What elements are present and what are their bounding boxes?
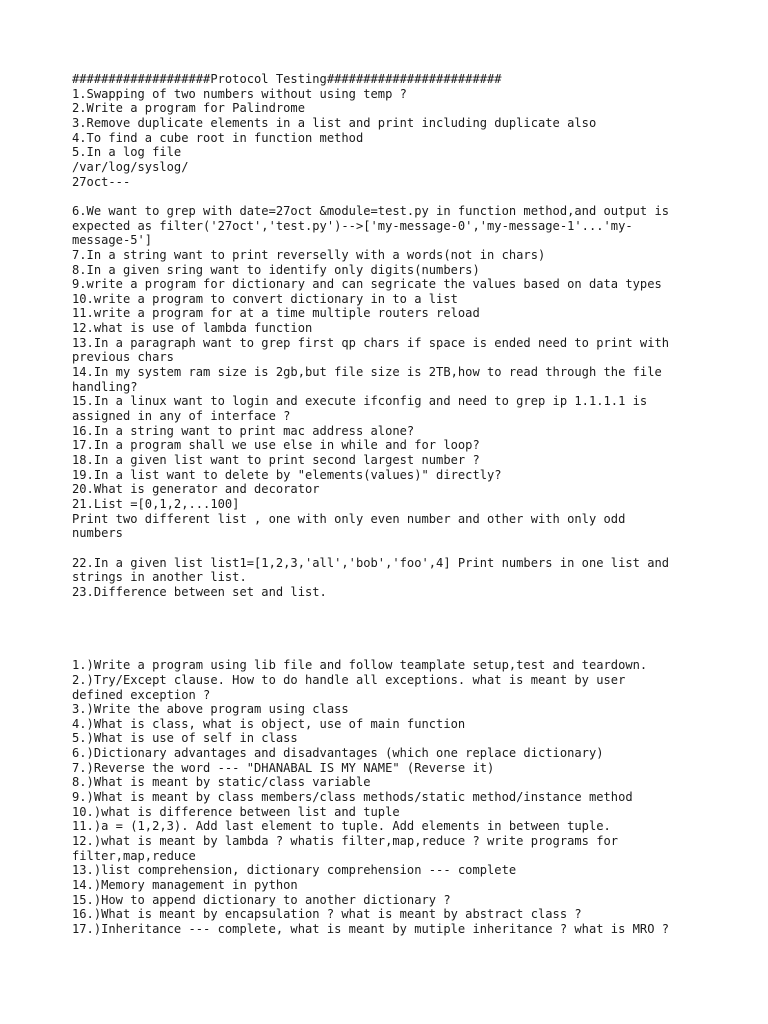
question-line: 15.In a linux want to login and execute ifconfig and need to grep ip 1.1.1.1 is: [72, 394, 648, 409]
python-questions-section: [72, 658, 712, 936]
question-line: 12.)what is meant by lambda ? whatis filter,map,reduce ? write programs for: [72, 834, 619, 849]
question-line: 9.)What is meant by class members/class methods/static method/instance method: [72, 790, 633, 805]
question-line: assigned in any of interface ?: [72, 409, 291, 424]
question-line: 16.In a string want to print mac address alone?: [72, 423, 415, 438]
question-line: expected as filter('27oct','test.py')-->['my-message-0','my-message-1'...'my-: [72, 218, 633, 233]
question-line: filter,map,reduce: [72, 848, 196, 863]
question-line: 8.)What is meant by static/class variable: [72, 775, 371, 790]
section-gap: [72, 600, 712, 659]
question-line: 27oct---: [72, 174, 131, 189]
question-line: 5.)What is use of self in class: [72, 731, 298, 746]
question-line: 6.We want to grep with date=27oct &module=test.py in function method,and output is: [72, 203, 670, 218]
blank-line: [72, 189, 712, 204]
question-line: 22.In a given list list1=[1,2,3,'all','bob','foo',4] Print numbers in one list and: [72, 555, 670, 570]
question-line: 10.write a program to convert dictionary in to a list: [72, 291, 458, 306]
question-line: 18.In a given list want to print second largest number ?: [72, 453, 480, 468]
question-line: message-5']: [72, 233, 153, 248]
question-line: 1.)Write a program using lib file and follow teamplate setup,test and teardown.: [72, 658, 648, 673]
section-heading: ###################Protocol Testing########################: [72, 72, 502, 86]
question-line: 5.In a log file: [72, 145, 182, 160]
document-page: [72, 72, 712, 937]
question-line: 9.write a program for dictionary and can segricate the values based on data types: [72, 277, 662, 292]
question-line: 2.Write a program for Palindrome: [72, 101, 305, 116]
question-line: 13.)list comprehension, dictionary comprehension --- complete: [72, 863, 517, 878]
question-line: 17.In a program shall we use else in while and for loop?: [72, 438, 480, 453]
blank-line: [72, 541, 712, 556]
question-line: 13.In a paragraph want to grep first qp chars if space is ended need to print with: [72, 335, 670, 350]
question-line: 15.)How to append dictionary to another dictionary ?: [72, 892, 451, 907]
question-line: Print two different list , one with only even number and other with only odd: [72, 511, 626, 526]
question-line: 16.)What is meant by encapsulation ? what is meant by abstract class ?: [72, 907, 582, 922]
question-line: 17.)Inheritance --- complete, what is meant by mutiple inheritance ? what is MRO ?: [72, 922, 670, 936]
protocol-testing-section: [72, 72, 712, 600]
question-line: 10.)what is difference between list and tuple: [72, 804, 400, 819]
question-line: 3.)Write the above program using class: [72, 702, 349, 717]
question-line: defined exception ?: [72, 687, 211, 702]
question-line: 19.In a list want to delete by "elements(values)" directly?: [72, 467, 502, 482]
question-line: 3.Remove duplicate elements in a list and print including duplicate also: [72, 115, 597, 130]
question-line: 14.)Memory management in python: [72, 878, 298, 893]
question-line: /var/log/syslog/: [72, 159, 189, 174]
question-line: 6.)Dictionary advantages and disadvantages (which one replace dictionary): [72, 746, 604, 761]
question-line: 4.)What is class, what is object, use of main function: [72, 716, 466, 731]
question-line: 11.)a = (1,2,3). Add last element to tuple. Add elements in between tuple.: [72, 819, 611, 834]
question-line: strings in another list.: [72, 570, 247, 585]
question-line: 7.In a string want to print reverselly with a words(not in chars): [72, 247, 546, 262]
question-line: 2.)Try/Except clause. How to do handle all exceptions. what is meant by user: [72, 672, 626, 687]
question-line: 23.Difference between set and list.: [72, 584, 327, 599]
question-line: handling?: [72, 379, 138, 394]
question-line: 14.In my system ram size is 2gb,but file size is 2TB,how to read through the file: [72, 365, 662, 380]
question-line: 8.In a given sring want to identify only digits(numbers): [72, 262, 480, 277]
question-line: 7.)Reverse the word --- "DHANABAL IS MY NAME" (Reverse it): [72, 760, 495, 775]
question-line: previous chars: [72, 350, 174, 365]
question-line: 1.Swapping of two numbers without using temp ?: [72, 86, 407, 101]
question-line: 11.write a program for at a time multiple routers reload: [72, 306, 480, 321]
question-line: numbers: [72, 526, 123, 541]
question-line: 20.What is generator and decorator: [72, 482, 320, 497]
question-line: 4.To find a cube root in function method: [72, 130, 364, 145]
question-line: 12.what is use of lambda function: [72, 321, 313, 336]
question-line: 21.List =[0,1,2,...100]: [72, 497, 240, 512]
